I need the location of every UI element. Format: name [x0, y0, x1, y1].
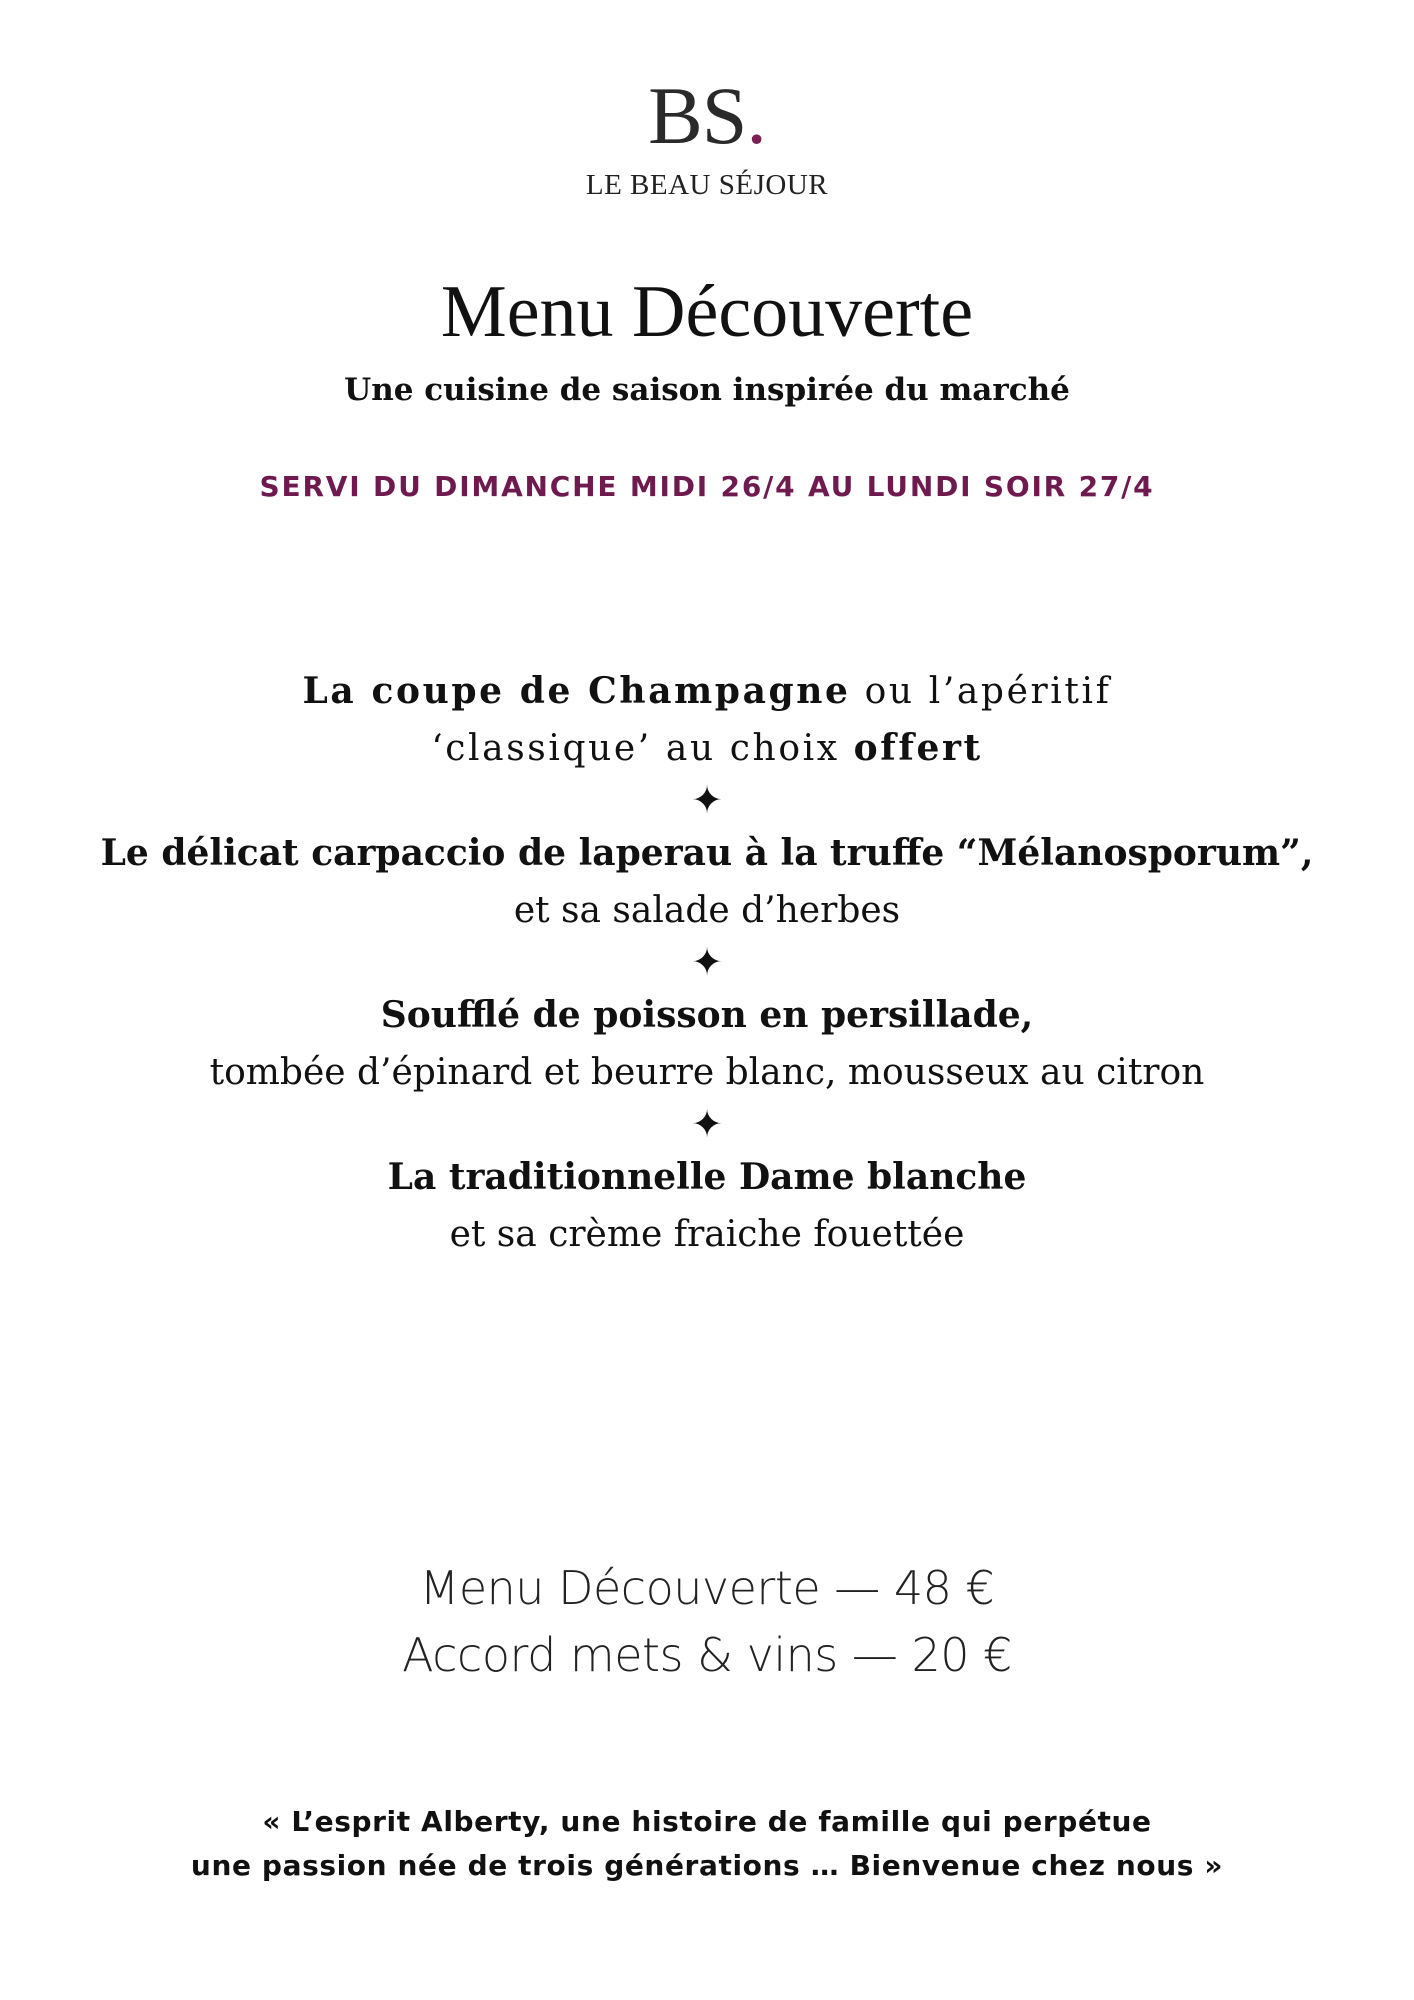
logo-initials: BS	[648, 70, 747, 161]
page-title: Menu Découverte	[440, 271, 974, 353]
logo	[0, 70, 1414, 202]
course-aperitif-rest: ou l’apéritif	[850, 671, 1112, 712]
logo-name: LE BEAU SÉJOUR	[585, 169, 829, 201]
separator-star-icon: ✦	[691, 1102, 723, 1146]
logo-dot: .	[746, 70, 766, 161]
course-main	[0, 987, 1414, 1101]
quote-line-1: « L’esprit Alberty, une histoire de famille qui perpétue	[262, 1805, 1152, 1838]
course-starter-desc: et sa salade d’herbes	[513, 890, 901, 931]
course-dessert	[0, 1149, 1414, 1263]
course-starter	[0, 825, 1414, 939]
course-main-title: Soufflé de poisson en persillade,	[380, 994, 1034, 1036]
welcome-quote	[0, 1800, 1414, 1888]
price-list	[0, 1555, 1414, 1689]
course-aperitif-offer: offert	[853, 727, 983, 769]
course-aperitif-bold: La coupe de Champagne	[302, 670, 851, 712]
course-aperitif-line2	[0, 720, 1414, 777]
price-menu: Menu Découverte — 48 €	[419, 1561, 995, 1615]
course-aperitif	[0, 663, 1414, 777]
separator-star-icon: ✦	[691, 778, 723, 822]
course-aperitif-line1	[0, 663, 1414, 720]
page-subtitle: Une cuisine de saison inspirée du marché	[344, 372, 1070, 408]
course-starter-title: Le délicat carpaccio de laperau à la truffe “Mélanosporum”,	[100, 832, 1314, 874]
price-wine-pairing: Accord mets & vins — 20 €	[402, 1628, 1012, 1682]
logo-mark	[0, 70, 1414, 161]
course-dessert-desc: et sa crème fraiche fouettée	[449, 1214, 965, 1255]
served-dates: SERVI DU DIMANCHE MIDI 26/4 AU LUNDI SOIR 27/4	[259, 470, 1155, 503]
course-main-desc: tombée d’épinard et beurre blanc, mousseux au citron	[209, 1052, 1205, 1093]
course-aperitif-choice: ‘classique’ au choix	[431, 728, 854, 769]
separator-star-icon: ✦	[691, 940, 723, 984]
quote-line-2: une passion née de trois générations … Bienvenue chez nous »	[190, 1849, 1224, 1882]
course-list	[0, 663, 1414, 1263]
course-dessert-title: La traditionnelle Dame blanche	[387, 1156, 1027, 1198]
